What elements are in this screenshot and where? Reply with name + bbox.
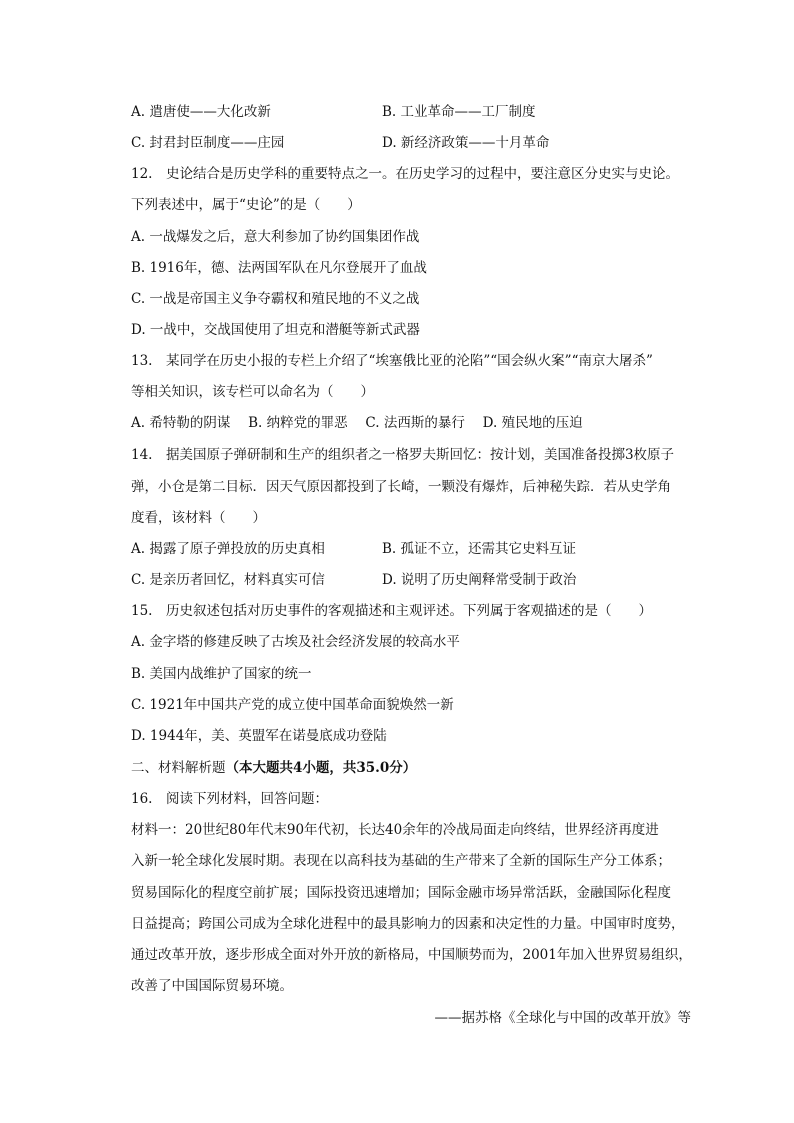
q13-options: A. 希特勒的阴谋 B. 纳粹党的罪恶 C. 法西斯的暴行 D. 殖民地的压迫: [131, 415, 583, 431]
q15-stem: 15. 历史叙述包括对历史事件的客观描述和主观评述。下列属于客观描述的是（ ）: [131, 603, 652, 619]
q15-option-b: B. 美国内战维护了国家的统一: [131, 666, 312, 682]
q14-option-a: A. 揭露了原子弹投放的历史真相: [131, 541, 325, 557]
q11-option-c: C. 封君封臣制度——庄园: [131, 135, 285, 151]
q12-stem-line1: 12. 史论结合是历史学科的重要特点之一。在历史学习的过程中，要注意区分史实与史论。: [131, 166, 679, 182]
q12-option-b: B. 1916年，德、法两国军队在凡尔登展开了血战: [131, 260, 427, 276]
q14-option-c: C. 是亲历者回忆，材料真实可信: [131, 572, 325, 588]
q14-option-d: D. 说明了历史阐释常受制于政治: [382, 572, 577, 588]
q16-material1-line1: 材料一：20世纪80年代末90年代初，长达40余年的冷战局面走向终结，世界经济再度进: [131, 822, 659, 838]
q14-stem-line1: 14. 据美国原子弹研制和生产的组织者之一格罗夫斯回忆：按计划，美国准备投掷3枚原子: [131, 447, 675, 463]
q11-option-a: A. 遣唐使——大化改新: [131, 104, 271, 120]
q15-option-d: D. 1944年，美、英盟军在诺曼底成功登陆: [131, 728, 387, 744]
section-note: （本大题共4小题，共35.0分）: [225, 760, 417, 776]
q16-material1-line3: 贸易国际化的程度空前扩展；国际投资迅速增加；国际金融市场异常活跃，金融国际化程度: [131, 885, 671, 901]
q11-option-d: D. 新经济政策——十月革命: [382, 135, 550, 151]
q16-material1-line6: 改善了中国国际贸易环境。: [131, 978, 293, 994]
section-title: 二、材料解析题: [131, 760, 226, 776]
section-heading: [131, 758, 416, 778]
q15-option-a: A. 金字塔的修建反映了古埃及社会经济发展的较高水平: [131, 634, 460, 650]
q16-material1-line4: 日益提高；跨国公司成为全球化进程中的最具影响力的因素和决定性的力量。中国审时度势，: [131, 916, 685, 932]
q14-stem-line3: 度看，该材料（ ）: [131, 510, 266, 526]
q16-material1-line5: 通过改革开放，逐步形成全面对外开放的新格局，中国顺势而为，2001年加入世界贸易组织，: [131, 947, 692, 963]
q16-stem: 16. 阅读下列材料，回答问题：: [131, 791, 328, 807]
q13-stem-line1: 13. 某同学在历史小报的专栏上介绍了“埃塞俄比亚的沦陷”“国会纵火案”“南京大屠杀”: [131, 353, 653, 369]
q12-option-c: C. 一战是帝国主义争夺霸权和殖民地的不义之战: [131, 291, 420, 307]
q14-stem-line2: 弹，小仓是第二目标．因天气原因都投到了长崎，一颗没有爆炸，后神秘失踪．若从史学角: [131, 479, 671, 495]
q13-stem-line2: 等相关知识，该专栏可以命名为（ ）: [131, 384, 374, 400]
q11-option-b: B. 工业革命——工厂制度: [382, 104, 536, 120]
q16-material1-line2: 入新一轮全球化发展时期。表现在以高科技为基础的生产带来了全新的国际生产分工体系；: [131, 853, 671, 869]
q15-option-c: C. 1921年中国共产党的成立使中国革命面貌焕然一新: [131, 697, 454, 713]
q14-option-b: B. 孤证不立，还需其它史料互证: [382, 541, 577, 557]
q12-option-d: D. 一战中，交战国使用了坦克和潜艇等新式武器: [131, 322, 420, 338]
q12-option-a: A. 一战爆发之后，意大利参加了协约国集团作战: [131, 229, 420, 245]
q12-stem-line2: 下列表述中，属于“史论”的是（ ）: [131, 197, 361, 213]
q16-material1-source: ——据苏格《全球化与中国的改革开放》等: [434, 1010, 691, 1026]
